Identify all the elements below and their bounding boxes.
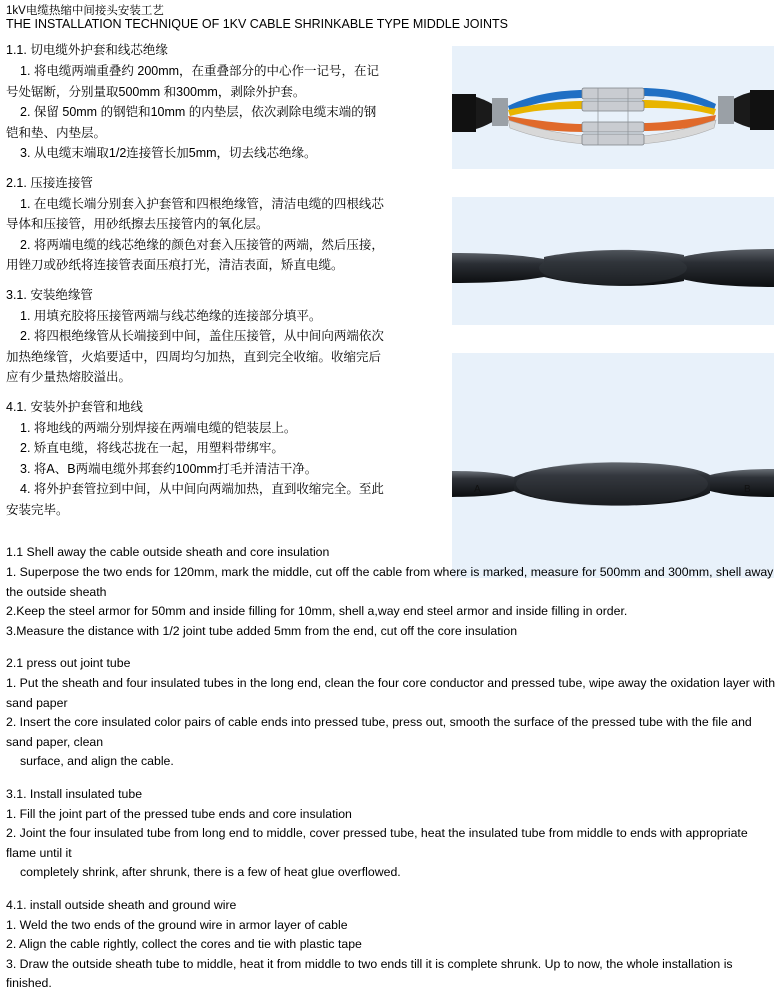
section-item: 3. 从电缆末端取1/2连接管长加5mm，切去线芯绝缘。 (20, 146, 317, 160)
section-item: 1. Put the sheath and four insulated tubes in the long end, clean the four core conductor and pressed tube, wipe away the oxidation layer with sand paper (6, 676, 776, 710)
section-item: 1. 将地线的两端分别焊接在两端电缆的铠装层上。 (20, 420, 297, 435)
section-item: 3. Draw the outside sheath tube to middle, heat it from middle to two ends till it is complete shrunk. Up to now, the whole installation is finished. (6, 956, 733, 990)
section-item: surface, and align the cable. (20, 754, 174, 768)
section-heading: 3.1. 安装绝缘管 (6, 287, 93, 302)
section-heading: 4.1. 安装外护套管和地线 (6, 399, 143, 414)
section-item: 2. Joint the four insulated tube from long end to middle, cover pressed tube, heat the insulated tube from middle to ends with appropriate flame until it (6, 826, 748, 860)
section-item: 2. Insert the core insulated color pairs of cable ends into pressed tube, press out, smooth the surface of the pressed tube with the file and sand paper, clean (6, 715, 752, 749)
section-item: 1. Weld the two ends of the ground wire in armor layer of cable (6, 917, 348, 932)
section-item: 1. Superpose the two ends for 120mm, mark the middle, cut off the cable from where is marked, measure for 500mm and 300mm, shell away the outside sheath (6, 565, 774, 599)
section-item: 2. 将两端电缆的线芯绝缘的颜色对套入压接管的两端，然后压接，用锉刀或砂纸将连接管表面压痕打光，清洁表面，矫直电缆。 (6, 237, 384, 272)
section-heading: 3.1. Install insulated tube (6, 786, 143, 801)
section-heading: 1.1 Shell away the cable outside sheath and core insulation (6, 545, 330, 559)
section-item: 2. 将四根绝缘管从长端接到中间，盖住压接管，从中间向两端依次加热绝缘管，火焰要适中，四周均匀加热，直到完全收缩。收缩完后应有少量热熔胶溢出。 (6, 329, 384, 384)
chinese-section-4 (6, 397, 386, 521)
section-item: 3. 将A、B两端电缆外邦套约100mm打毛并清洁干净。 (20, 461, 318, 476)
english-section-3 (6, 785, 776, 883)
section-item: 2. 矫直电缆，将线芯拢在一起，用塑料带绑牢。 (20, 441, 284, 455)
english-section-1 (6, 543, 776, 641)
section-heading: 4.1. install outside sheath and ground wire (6, 897, 237, 912)
english-section-4 (6, 896, 776, 994)
figure-label-b: B (744, 484, 751, 495)
chinese-section-1 (6, 40, 386, 164)
english-instructions (6, 543, 776, 1007)
figure-label-a: A (474, 484, 481, 495)
section-item: 4. 将外护套管拉到中间，从中间向两端加热，直到收缩完全。至此安装完毕。 (6, 482, 384, 517)
section-heading: 1.1. 切电缆外护套和线芯绝缘 (6, 43, 168, 57)
section-item: 1. 在电缆长端分别套入护套管和四根绝缘管，清洁电缆的四根线芯导体和压接管，用砂纸擦去压接管内的氧化层。 (6, 196, 384, 231)
page-title-chinese: 1kV电缆热缩中间接头安装工艺 (6, 5, 164, 17)
chinese-section-2 (6, 173, 386, 276)
figure-cable-cores (452, 46, 774, 169)
pressed-tube-illustration (452, 197, 774, 325)
section-item: 3.Measure the distance with 1/2 joint tube added 5mm from the end, cut off the core insulation (6, 623, 518, 638)
cable-cores-illustration (452, 46, 774, 169)
section-item: 2. 保留 50mm 的钢铠和10mm 的内垫层，依次剥除电缆末端的钢铠和垫、内垫层。 (6, 105, 377, 140)
section-item: completely shrink, after shrunk, there is a few of heat glue overflowed. (20, 865, 401, 879)
section-item: 2. Align the cable rightly, collect the cores and tie with plastic tape (6, 937, 362, 951)
section-heading: 2.1. 压接连接管 (6, 175, 93, 190)
section-item: 1. Fill the joint part of the pressed tube ends and core insulation (6, 806, 352, 821)
section-heading: 2.1 press out joint tube (6, 656, 131, 670)
section-item: 1. 将电缆两端重叠约 200mm，在重叠部分的中心作一记号，在记号处锯断，分别量取500mm 和300mm，剥除外护套。 (6, 64, 380, 99)
english-section-2 (6, 654, 776, 772)
page-title-english: THE INSTALLATION TECHNIQUE OF 1KV CABLE SHRINKABLE TYPE MIDDLE JOINTS (6, 17, 508, 31)
figure-column (452, 46, 774, 578)
chinese-section-3 (6, 285, 386, 388)
section-item: 1. 用填充胶将压接管两端与线芯绝缘的连接部分填平。 (20, 308, 322, 323)
chinese-instructions (6, 40, 386, 529)
section-item: 2.Keep the steel armor for 50mm and inside filling for 10mm, shell a,way end steel armor and inside filling in order. (6, 604, 628, 618)
figure-pressed-tube (452, 197, 774, 325)
